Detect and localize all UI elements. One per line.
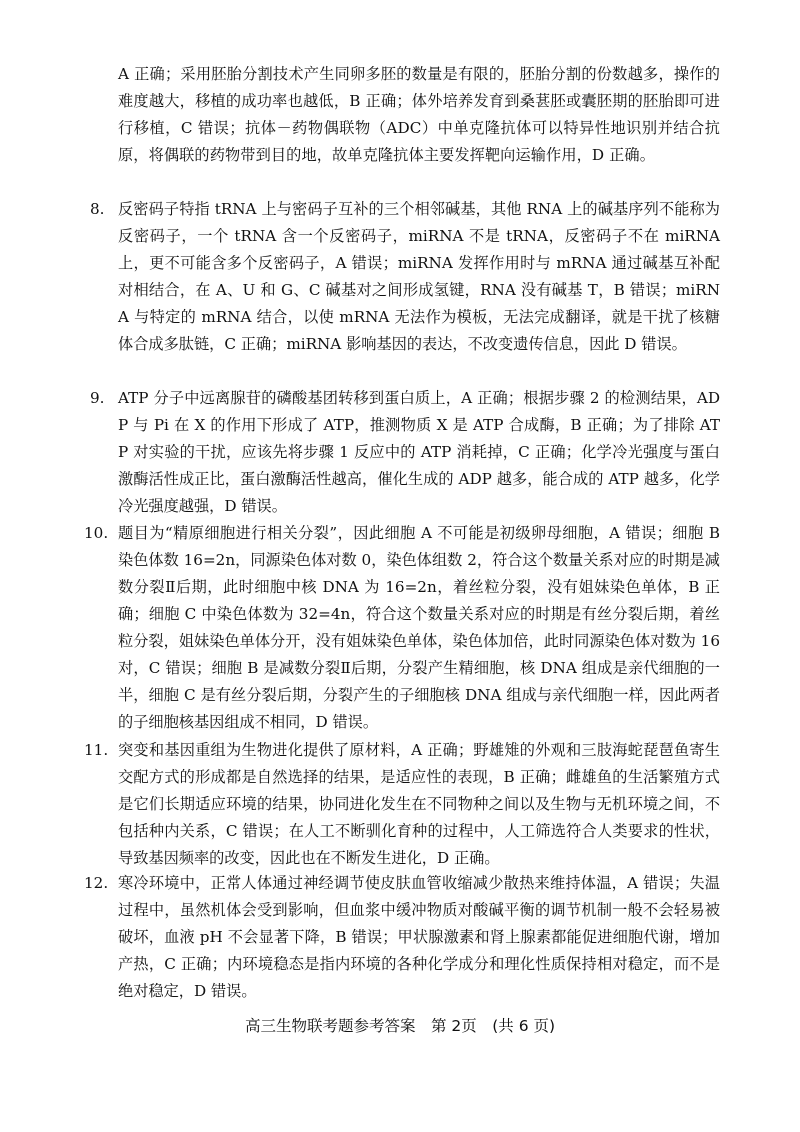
answer-item-12 (84, 870, 720, 1005)
item-number: 10. (84, 524, 109, 542)
item-text: ATP 分子中远离腺苷的磷酸基团转移到蛋白质上，A 正确；根据步骤 2 的检测结果，ADP 与 Pi 在 X 的作用下形成了 ATP，推测物质 X 是 ATP 合成酶，B 正确；为了排除 ATP 对实验的干扰，应该先将步骤 1 反应中的 ATP 消耗掉，C 正确；化学冷光强度与蛋白激酶活性成正比，蛋白激酶活性越高，催化生成的 ADP 越多，能合成的 ATP 越多，化学冷光强度越强，D 错误。 (118, 389, 720, 515)
item-text: 题目为“精原细胞进行相关分裂”，因此细胞 A 不可能是初级卵母细胞，A 错误；细胞 B 染色体数 16=2n，同源染色体对数 0，染色体组数 2，符合这个数量关系对应的时期是减数分裂Ⅱ后期，此时细胞中核 DNA 为 16=2n，着丝粒分裂，没有姐妹染色单体，B 正确；细胞 C 中染色体数为 32=4n，符合这个数量关系对应的时期是有丝分裂后期，着丝粒分裂，姐妹染色单体分开，没有姐妹染色单体，染色体加倍，此时同源染色体对数为 16 对，C 错误；细胞 B 是减数分裂Ⅱ后期，分裂产生精细胞，核 DNA 组成是亲代细胞的一半，细胞 C 是有丝分裂后期，分裂产生的子细胞核 DNA 组成与亲代细胞一样，因此两者的子细胞核基因组成不相同，D 错误。 (118, 524, 720, 731)
answer-item-10 (84, 520, 720, 736)
answer-item-8 (90, 196, 720, 358)
item-number: 12. (84, 874, 109, 892)
answer-item-11 (84, 737, 720, 872)
item-number: 8. (90, 200, 105, 218)
intro-paragraph: A 正确；采用胚胎分割技术产生同卵多胚的数量是有限的，胚胎分割的份数越多，操作的难度越大，移植的成功率也越低，B 正确；体外培养发育到桑葚胚或囊胚期的胚胎即可进行移植，C 错误；抗体－药物偶联物（ADC）中单克隆抗体可以特异性地识别并结合抗原，将偶联的药物带到目的地，故单克隆抗体主要发挥靶向运输作用，D 正确。 (118, 65, 720, 164)
item-text: 突变和基因重组为生物进化提供了原材料，A 正确；野雄雉的外观和三肢海蛇琵琶鱼寄生交配方式的形成都是自然选择的结果，是适应性的表现，B 正确；雌雄鱼的生活繁殖方式是它们长期适应环境的结果，协同进化发生在不同物种之间以及生物与无机环境之间，不包括种内关系，C 错误；在人工不断驯化育种的过程中，人工筛选符合人类要求的性状，导致基因频率的改变，因此也在不断发生进化，D 正确。 (118, 741, 720, 867)
answer-item-9 (90, 385, 720, 520)
item-text: 寒冷环境中，正常人体通过神经调节使皮肤血管收缩减少散热来维持体温，A 错误；失温过程中，虽然机体会受到影响，但血浆中缓冲物质对酸碱平衡的调节机制一般不会轻易被破坏，血液 pH 不会显著下降，B 错误；甲状腺激素和肾上腺素都能促进细胞代谢，增加产热，C 正确；内环境稳态是指内环境的各种化学成分和理化性质保持相对稳定，而不是绝对稳定，D 错误。 (118, 874, 720, 1000)
item-number: 11. (84, 741, 109, 759)
item-number: 9. (90, 389, 105, 407)
item-text: 反密码子特指 tRNA 上与密码子互补的三个相邻碱基，其他 RNA 上的碱基序列不能称为反密码子，一个 tRNA 含一个反密码子，miRNA 不是 tRNA，反密码子不在 miRNA 上，更不可能含多个反密码子，A 错误；miRNA 发挥作用时与 mRNA 通过碱基互补配对相结合，在 A、U 和 G、C 碱基对之间形成氢键，RNA 没有碱基 T，B 错误；miRNA 与特定的 mRNA 结合，以使 mRNA 无法作为模板，无法完成翻译，就是干扰了核糖体合成多肽链，C 正确；miRNA 影响基因的表达，不改变遗传信息，因此 D 错误。 (118, 200, 720, 353)
page-footer: 高三生物联考题参考答案 第 2页 (共 6 页) (244, 1017, 556, 1035)
